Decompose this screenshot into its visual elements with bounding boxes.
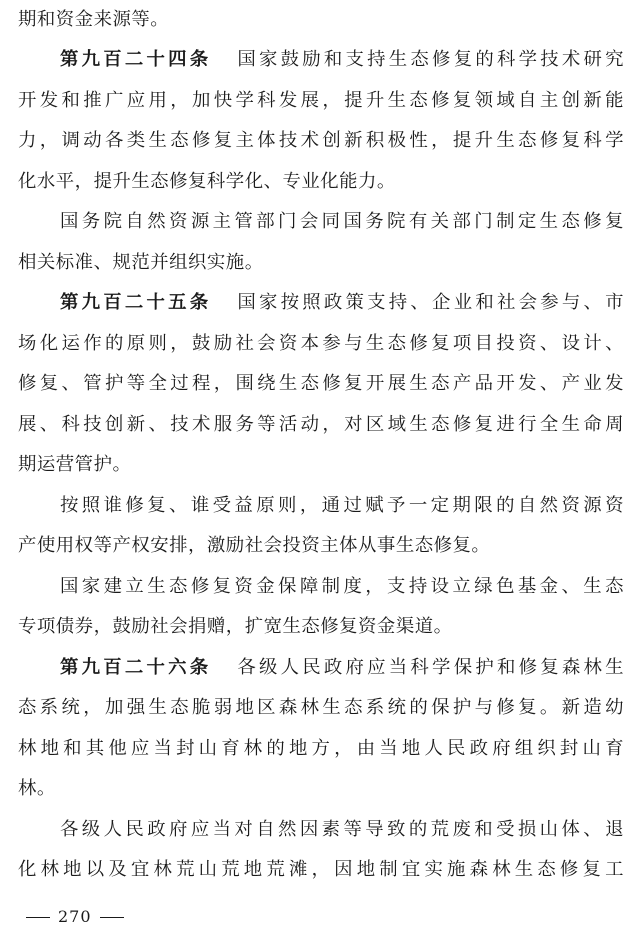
text-line — [18, 81, 624, 122]
text-line — [18, 688, 624, 729]
line-text: 国家鼓励和支持生态修复的科学技术研究 — [237, 49, 624, 70]
line-text: 态系统，加强生态脆弱地区森林生态系统的保护与修复。新造幼 — [18, 697, 624, 718]
line-text: 相关标准、规范并组织实施。 — [18, 251, 264, 273]
page-number: 270 — [58, 907, 92, 926]
text-line — [18, 121, 624, 162]
line-text: 修复、管护等全过程，围绕生态修复开展生态产品开发、产业发 — [18, 373, 624, 394]
document-page — [18, 0, 624, 891]
line-text: 化水平，提升生态修复科学化、专业化能力。 — [18, 170, 396, 192]
line-text: 力，调动各类生态修复主体技术创新积极性，提升生态修复科学 — [18, 130, 624, 151]
text-line — [18, 405, 624, 446]
line-text: 国家建立生态修复资金保障制度，支持设立绿色基金、生态 — [60, 575, 624, 597]
text-line — [18, 324, 624, 365]
footer-dash-left — [26, 917, 50, 918]
page-footer — [18, 906, 132, 928]
article-line — [18, 40, 624, 81]
line-text: 展、科技创新、技术服务等活动，对区域生态修复进行全生命周 — [18, 413, 624, 435]
line-text: 产使用权等产权安排，激励社会投资主体从事生态修复。 — [18, 535, 491, 556]
text-line — [18, 850, 624, 891]
article-line — [18, 283, 624, 324]
line-text: 国务院自然资源主管部门会同国务院有关部门制定生态修复 — [60, 211, 624, 232]
text-line — [18, 526, 624, 567]
line-text: 场化运作的原则，鼓励社会资本参与生态修复项目投资、设计、 — [18, 332, 624, 354]
line-text: 期运营管护。 — [18, 454, 132, 475]
article-line — [18, 648, 624, 689]
text-line — [18, 364, 624, 405]
footer-dash-right — [100, 917, 124, 918]
text-line — [18, 607, 624, 648]
line-text: 各级人民政府应当科学保护和修复森林生 — [237, 656, 624, 678]
text-line — [18, 810, 624, 851]
text-line — [18, 202, 624, 243]
text-line — [18, 486, 624, 527]
line-text: 林地和其他应当封山育林的地方，由当地人民政府组织封山育 — [18, 737, 624, 759]
line-text: 国家按照政策支持、企业和社会参与、市 — [237, 292, 624, 313]
line-text: 专项债券，鼓励社会捐赠，扩宽生态修复资金渠道。 — [18, 616, 453, 637]
article-number: 第九百二十六条 — [60, 656, 212, 678]
text-line — [18, 445, 624, 486]
text-line — [18, 162, 624, 203]
text-line — [18, 0, 624, 40]
article-number: 第九百二十四条 — [60, 49, 212, 70]
article-number: 第九百二十五条 — [60, 292, 212, 313]
line-text: 开发和推广应用，加快学科发展，提升生态修复领域自主创新能 — [18, 89, 624, 111]
line-text: 按照谁修复、谁受益原则，通过赋予一定期限的自然资源资 — [60, 494, 624, 516]
text-line — [18, 243, 624, 284]
text-line — [18, 567, 624, 608]
line-text: 化林地以及宜林荒山荒地荒滩，因地制宜实施森林生态修复工 — [18, 859, 624, 880]
text-line — [18, 729, 624, 770]
line-text: 林。 — [18, 778, 56, 799]
line-text: 期和资金来源等。 — [18, 9, 170, 30]
line-text: 各级人民政府应当对自然因素等导致的荒废和受损山体、退 — [60, 818, 624, 840]
text-line — [18, 769, 624, 810]
